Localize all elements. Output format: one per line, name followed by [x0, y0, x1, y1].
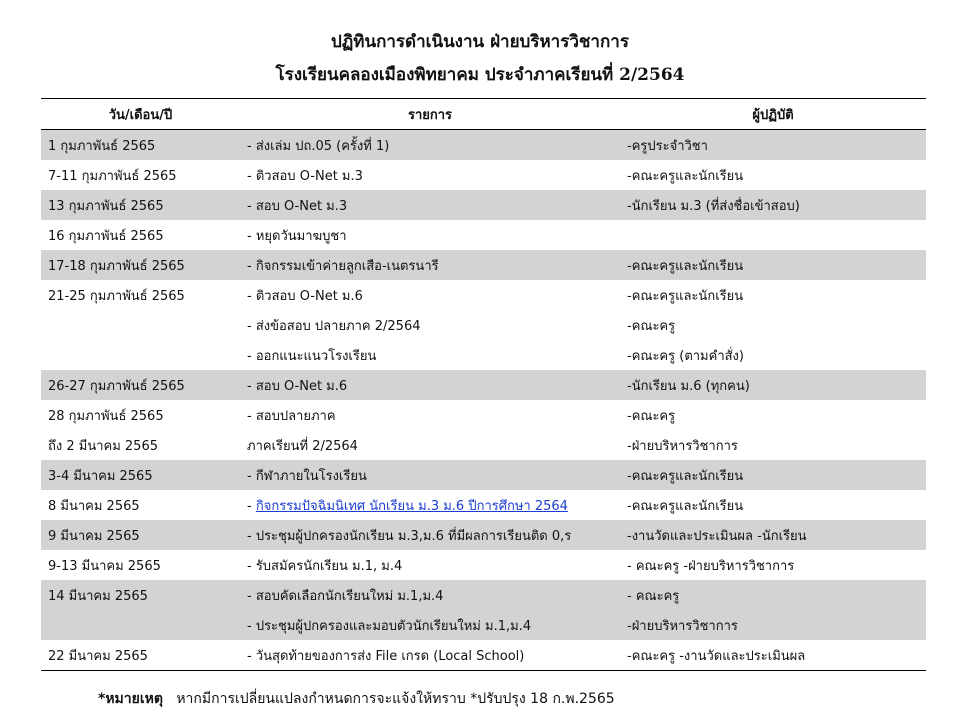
responsible-cell: -คณะครู [627, 408, 676, 424]
date-cell: 17-18 กุมภาพันธ์ 2565 [41, 250, 240, 280]
farewell-activity-link[interactable]: กิจกรรมปัจฉิมนิเทศ นักเรียน ม.3 ม.6 ปีการศึกษา 2564 [255, 498, 568, 514]
responsible-cell: -งานวัดและประเมินผล -นักเรียน [620, 520, 926, 550]
table-row [41, 610, 926, 640]
responsible-cell: -ฝ่ายบริหารวิชาการ [627, 438, 738, 454]
table-row [41, 550, 926, 580]
table-row [41, 130, 926, 161]
responsible-cell: -คณะครูและนักเรียน [627, 288, 744, 304]
item-cell: - สอบปลายภาค [247, 408, 336, 424]
item-cell: - ประชุมผู้ปกครองและมอบตัวนักเรียนใหม่ ม.1,ม.4 [240, 610, 620, 640]
table-row [41, 160, 926, 190]
responsible-cell: - คณะครู -ฝ่ายบริหารวิชาการ [627, 558, 795, 574]
table-row [41, 430, 926, 460]
item-cell: - ประชุมผู้ปกครองนักเรียน ม.3,ม.6 ที่มีผลการเรียนติด 0,ร [240, 520, 620, 550]
date-cell: 8 มีนาคม 2565 [48, 498, 140, 514]
table-row [41, 340, 926, 370]
responsible-cell: -คณะครูและนักเรียน [620, 250, 926, 280]
footnote-text: หากมีการเปลี่ยนแปลงกำหนดการจะแจ้งให้ทราบ *ปรับปรุง 18 ก.พ.2565 [176, 691, 615, 707]
table-row [41, 580, 926, 610]
item-cell: - สอบคัดเลือกนักเรียนใหม่ ม.1,ม.4 [240, 580, 620, 610]
calendar-table [41, 98, 926, 671]
header-item: รายการ [240, 99, 620, 130]
table-row [41, 520, 926, 550]
responsible-cell: -คณะครู (ตามคำสั่ง) [627, 348, 744, 364]
responsible-cell: -ครูประจำวิชา [620, 130, 926, 161]
date-cell: 14 มีนาคม 2565 [41, 580, 240, 610]
item-cell: - ส่งเล่ม ปถ.05 (ครั้งที่ 1) [240, 130, 620, 161]
table-row [41, 220, 926, 250]
page-title: ปฏิทินการดำเนินงาน ฝ่ายบริหารวิชาการ [331, 32, 629, 52]
footnote-label: *หมายเหตุ [98, 691, 163, 707]
header-date: วัน/เดือน/ปี [41, 99, 240, 130]
date-cell: 7-11 กุมภาพันธ์ 2565 [48, 168, 177, 184]
table-header-row [41, 99, 926, 130]
table-row [41, 490, 926, 520]
item-cell: - สอบ O-Net ม.3 [240, 190, 620, 220]
date-cell: 13 กุมภาพันธ์ 2565 [41, 190, 240, 220]
responsible-cell: -คณะครูและนักเรียน [627, 498, 744, 514]
item-cell: - หยุดวันมาฆบูชา [247, 228, 347, 244]
responsible-cell: - คณะครู [620, 580, 926, 610]
table-row [41, 190, 926, 220]
date-cell: 22 มีนาคม 2565 [41, 640, 240, 671]
item-cell: - วันสุดท้ายของการส่ง File เกรด (Local School) [240, 640, 620, 671]
item-cell: - กีฬาภายในโรงเรียน [240, 460, 620, 490]
item-cell: - กิจกรรมเข้าค่ายลูกเสือ-เนตรนารี [240, 250, 620, 280]
page-subtitle: โรงเรียนคลองเมืองพิทยาคม ประจำภาคเรียนที่ 2/2564 [275, 65, 685, 85]
responsible-cell: -คณะครู [627, 318, 676, 334]
date-cell [41, 310, 240, 340]
date-cell: 16 กุมภาพันธ์ 2565 [48, 228, 164, 244]
date-cell: 1 กุมภาพันธ์ 2565 [41, 130, 240, 161]
item-cell: - ติวสอบ O-Net ม.3 [247, 168, 363, 184]
date-cell: 28 กุมภาพันธ์ 2565 [48, 408, 164, 424]
responsible-cell: -คณะครูและนักเรียน [627, 168, 744, 184]
item-cell: - ส่งข้อสอบ ปลายภาค 2/2564 [247, 318, 421, 334]
responsible-cell: -คณะครู -งานวัดและประเมินผล [620, 640, 926, 671]
date-cell [41, 340, 240, 370]
date-cell: 26-27 กุมภาพันธ์ 2565 [41, 370, 240, 400]
table-row [41, 400, 926, 430]
responsible-cell: -นักเรียน ม.6 (ทุกคน) [620, 370, 926, 400]
table-row [41, 310, 926, 340]
responsible-cell: -คณะครูและนักเรียน [620, 460, 926, 490]
item-prefix: - [247, 498, 256, 514]
date-cell: 3-4 มีนาคม 2565 [41, 460, 240, 490]
responsible-cell: -ฝ่ายบริหารวิชาการ [620, 610, 926, 640]
table-row [41, 280, 926, 310]
date-cell: 21-25 กุมภาพันธ์ 2565 [48, 288, 185, 304]
item-cell: - รับสมัครนักเรียน ม.1, ม.4 [247, 558, 403, 574]
footnote [98, 688, 615, 710]
header-responsible: ผู้ปฏิบัติ [620, 99, 926, 130]
date-cell: ถึง 2 มีนาคม 2565 [48, 438, 158, 454]
date-cell [41, 610, 240, 640]
responsible-cell: -นักเรียน ม.3 (ที่ส่งชื่อเข้าสอบ) [620, 190, 926, 220]
item-cell: ภาคเรียนที่ 2/2564 [247, 438, 358, 454]
item-cell: - ออกแนะแนวโรงเรียน [247, 348, 377, 364]
table-row [41, 250, 926, 280]
item-cell: - สอบ O-Net ม.6 [240, 370, 620, 400]
responsible-cell [620, 220, 926, 250]
table-row [41, 460, 926, 490]
table-row [41, 370, 926, 400]
date-cell: 9-13 มีนาคม 2565 [48, 558, 161, 574]
table-row [41, 640, 926, 671]
item-cell [240, 490, 620, 520]
item-cell: - ติวสอบ O-Net ม.6 [247, 288, 363, 304]
date-cell: 9 มีนาคม 2565 [41, 520, 240, 550]
